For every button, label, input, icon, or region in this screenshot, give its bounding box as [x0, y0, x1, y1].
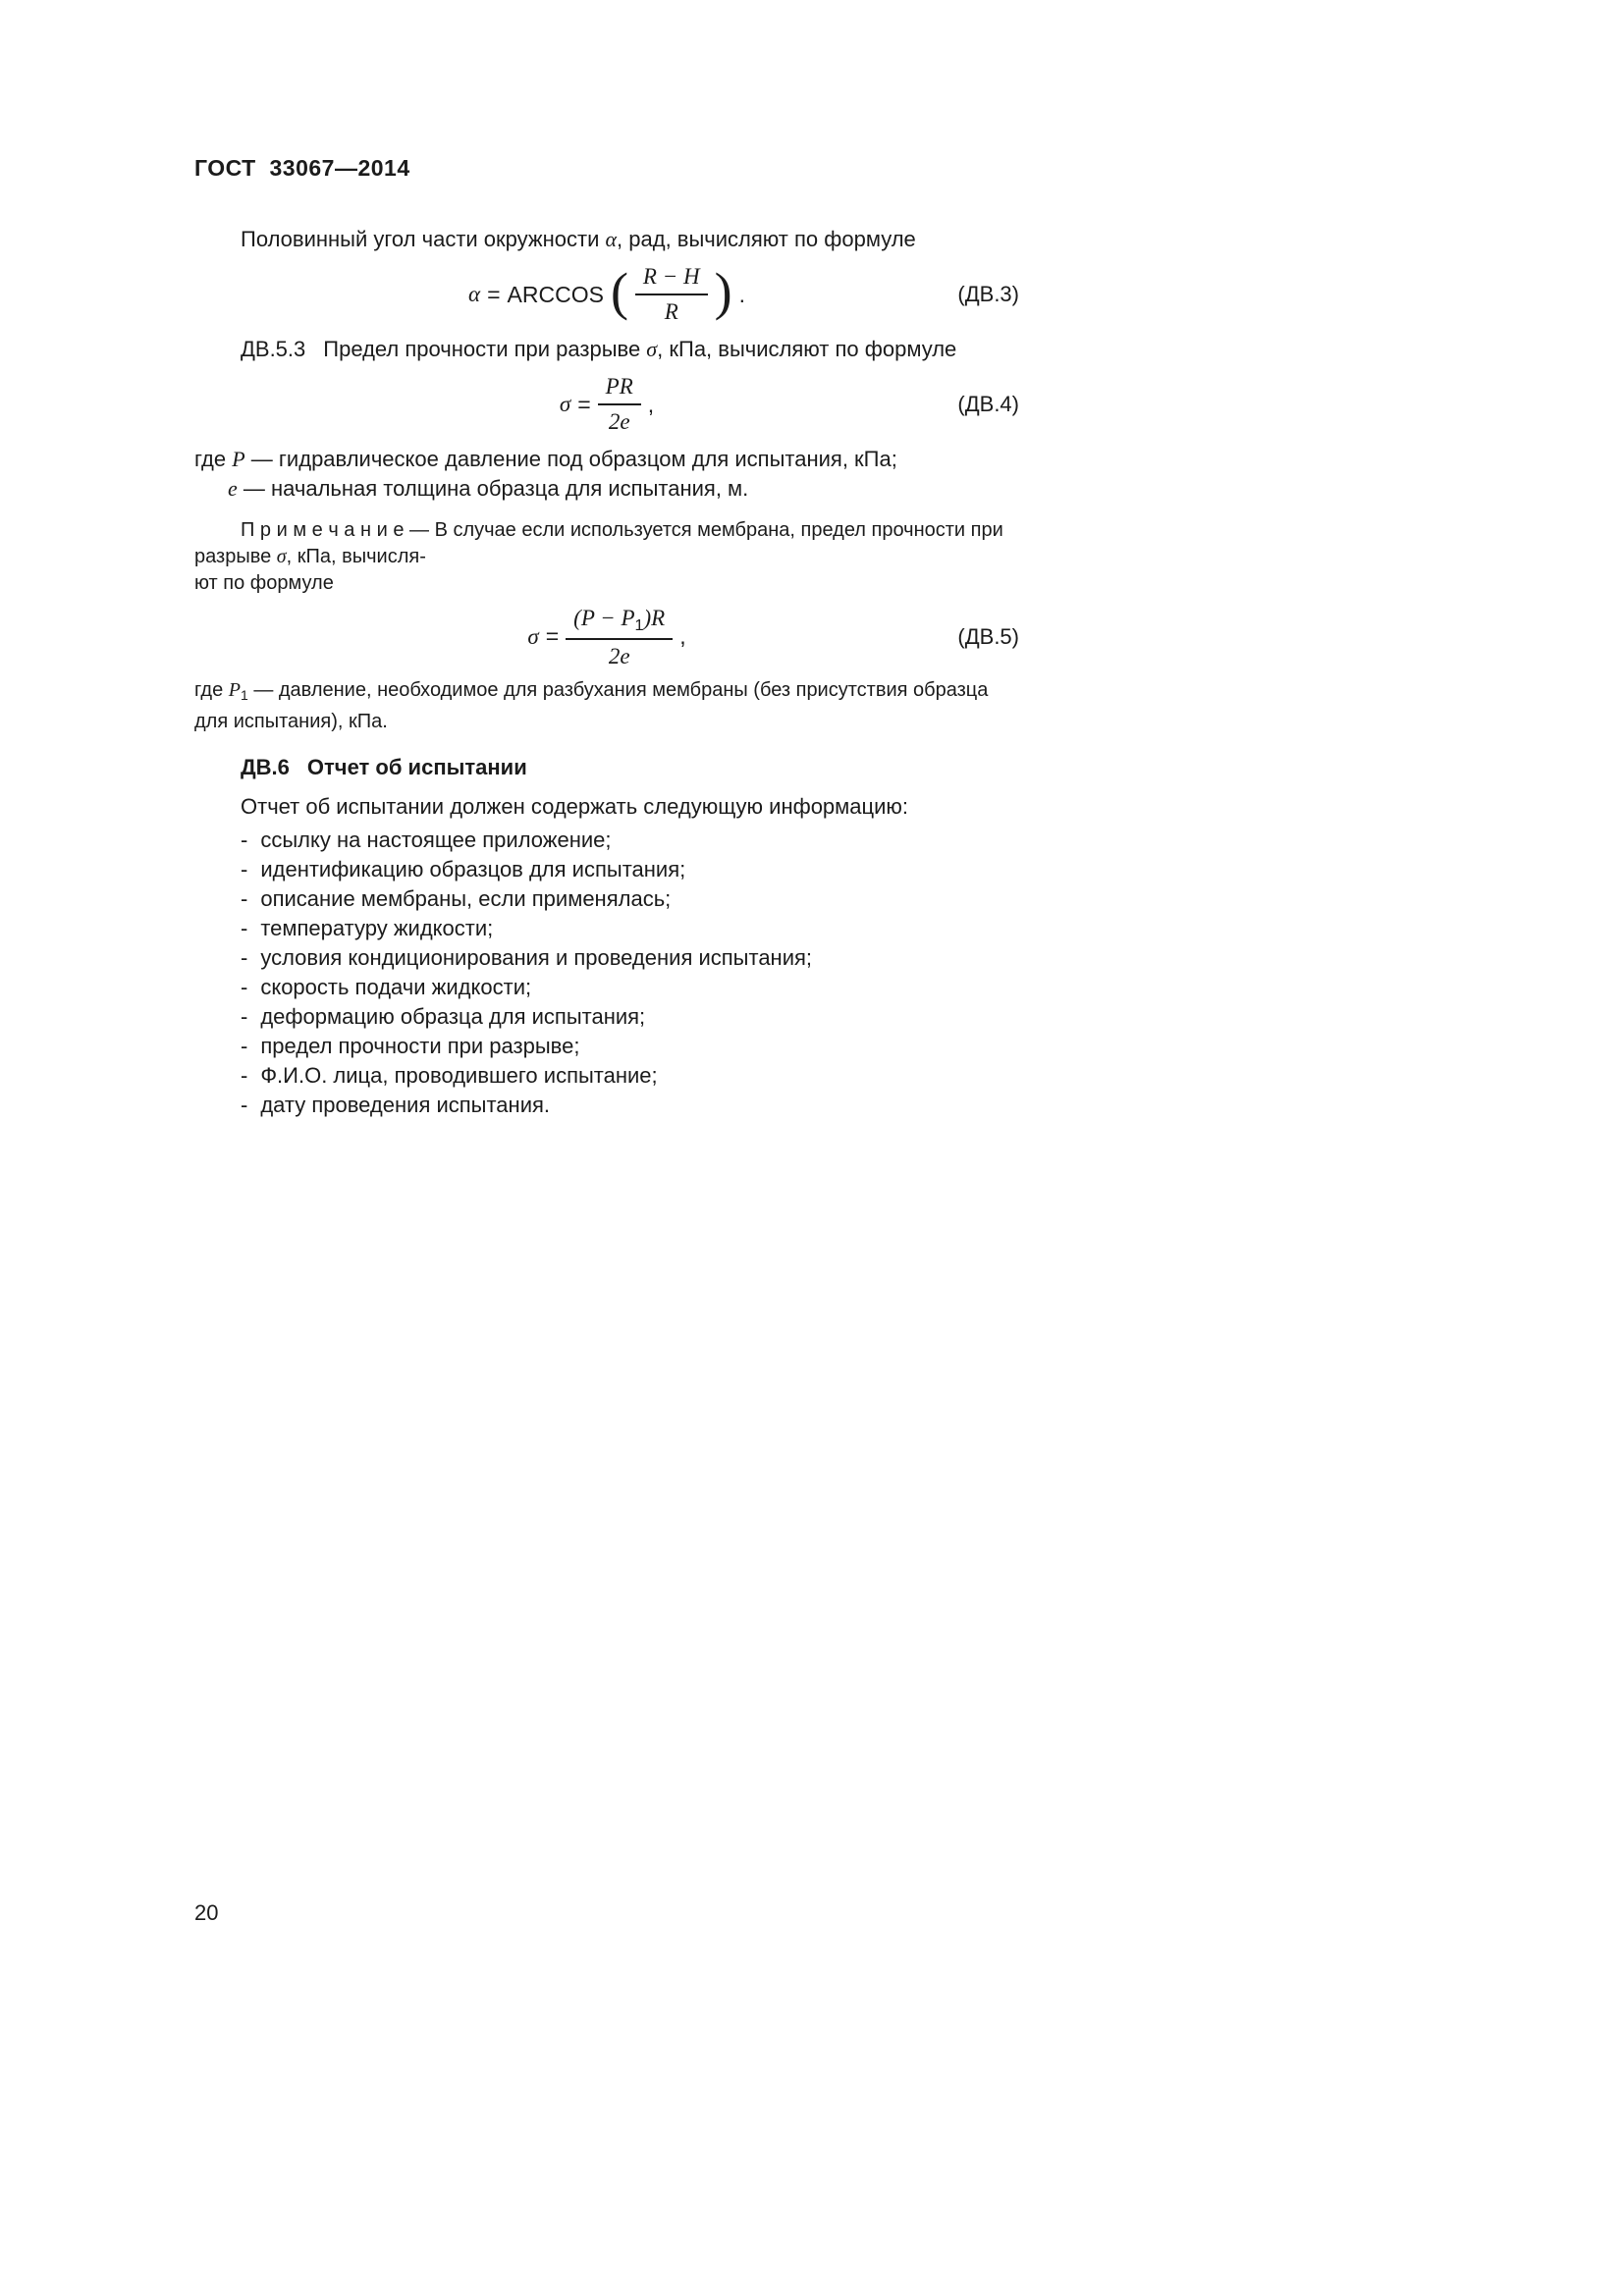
list-item: [194, 914, 1019, 943]
where-p-post: — гидравлическое давление под образцом для испытания, кПа;: [244, 447, 897, 471]
var-p1: P: [228, 679, 241, 701]
formula-db3: α = ARCCOS ( $\frac{R - H}{R}$ ) .: [468, 262, 745, 324]
list-item: [194, 973, 1019, 1002]
note-text-pre: В случае если используется мембрана, предел прочности при разрыве: [194, 519, 1003, 567]
numerator-post: )R: [643, 605, 666, 630]
subscript-1: 1: [634, 615, 644, 634]
list-item-text: идентификацию образцов для испытания;: [260, 857, 686, 882]
sigma-symbol: σ: [276, 546, 287, 567]
formula-db3-lhs: α: [468, 282, 481, 306]
where-p1-pre: где: [194, 679, 229, 701]
list-dash: -: [241, 975, 248, 1000]
fraction: [566, 605, 673, 670]
list-item: [194, 1091, 1019, 1120]
clause-db6-number: ДВ.6: [241, 755, 290, 780]
list-item-text: дату проведения испытания.: [260, 1093, 551, 1118]
intro-text-post: , рад, вычисляют по формуле: [617, 227, 916, 251]
formula-db5-lhs: σ: [527, 623, 539, 649]
list-item-text: скорость подачи жидкости;: [260, 975, 532, 1000]
list-dash: -: [241, 828, 248, 853]
list-item: [194, 884, 1019, 914]
list-item: [194, 1032, 1019, 1061]
formula-db5-label: (ДВ.5): [957, 624, 1019, 649]
list-item-text: предел прочности при разрыве;: [260, 1034, 580, 1059]
note-line-1: [194, 517, 1019, 570]
formula-db3-row: [194, 258, 1019, 331]
equals-sign: =: [577, 391, 591, 417]
list-item-text: ссылку на настоящее приложение;: [260, 828, 612, 853]
where-p-pre: где: [194, 447, 233, 471]
where-e-line: [228, 474, 1019, 504]
list-dash: -: [241, 1034, 248, 1059]
note-line-2: ют по формуле: [194, 572, 334, 594]
denominator: R: [664, 299, 678, 324]
note-label: П р и м е ч а н и е —: [241, 519, 435, 541]
list-item: [194, 1002, 1019, 1032]
fraction: [635, 264, 708, 325]
list-item: [194, 826, 1019, 855]
clause-db6-title: Отчет об испытании: [306, 755, 527, 780]
formula-db5-tail: ,: [679, 623, 686, 650]
formula-db3-tail: .: [738, 281, 745, 307]
intro-paragraph: [194, 225, 1019, 254]
clause-db53-number: ДВ.5.3: [241, 337, 306, 361]
formula-db5: [527, 605, 685, 670]
formula-db4-lhs: σ: [559, 392, 571, 416]
list-dash: -: [241, 945, 248, 971]
alpha-symbol: α: [605, 227, 618, 251]
sigma-symbol: σ: [646, 337, 658, 361]
var-p: P: [232, 447, 245, 471]
formula-db4-row: [194, 368, 1019, 441]
list-dash: -: [241, 886, 248, 912]
formula-db5-row: [194, 601, 1019, 673]
list-dash: -: [241, 1004, 248, 1030]
formula-db4-tail: ,: [647, 391, 655, 417]
var-e: e: [228, 476, 238, 501]
list-item: [194, 943, 1019, 973]
formula-db4: [560, 374, 654, 435]
list-dash: -: [241, 916, 248, 941]
numerator: PR: [598, 374, 641, 405]
numerator-pre: (P − P: [573, 605, 635, 630]
clause-db53-text-post: , кПа, вычисляют по формуле: [657, 337, 957, 361]
formula-db3-label: (ДВ.3): [957, 282, 1019, 306]
list-item: [194, 855, 1019, 884]
list-item-text: Ф.И.О. лица, проводившего испытание;: [260, 1063, 658, 1089]
note-block: [194, 517, 1019, 597]
list-dash: -: [241, 1093, 248, 1118]
page-content: [194, 155, 1019, 1120]
subscript-1: 1: [240, 687, 248, 704]
arccos-function: ARCCOS: [507, 281, 604, 307]
numerator: [566, 605, 673, 641]
document-header: ГОСТ 33067—2014: [194, 155, 410, 181]
note-text-post: , кПа, вычисля-: [286, 546, 426, 567]
page-number: 20: [194, 1900, 219, 1925]
list-item-text: деформацию образца для испытания;: [260, 1004, 646, 1030]
where-p1-line: [194, 677, 1019, 735]
numerator: R − H: [635, 264, 708, 295]
list-dash: -: [241, 857, 248, 882]
list-item: [194, 1061, 1019, 1091]
list-item-text: температуру жидкости;: [260, 916, 494, 941]
fraction: [598, 374, 641, 435]
formula-db4-label: (ДВ.4): [957, 392, 1019, 416]
clause-db53-text-pre: Предел прочности при разрыве: [323, 337, 647, 361]
clause-db53-paragraph: [194, 335, 1019, 364]
list-item-text: описание мембраны, если применялась;: [260, 886, 672, 912]
equals-sign: =: [487, 281, 501, 307]
report-items-list: [194, 826, 1019, 1120]
list-dash: -: [241, 1063, 248, 1089]
where-e-post: — начальная толщина образца для испытания, м.: [237, 476, 749, 501]
intro-text-pre: Половинный угол части окружности: [241, 227, 606, 251]
where-p-line: [194, 445, 1019, 474]
where-p1-post: — давление, необходимое для разбухания мембраны (без присутствия образца для испытания), кПа.: [194, 679, 989, 733]
list-item-text: условия кондиционирования и проведения испытания;: [260, 945, 813, 971]
denominator: 2e: [608, 409, 630, 434]
denominator: 2e: [608, 644, 630, 669]
equals-sign: =: [545, 623, 560, 650]
clause-db6-heading: [194, 753, 1019, 782]
report-intro-paragraph: Отчет об испытании должен содержать следующую информацию:: [241, 794, 909, 820]
